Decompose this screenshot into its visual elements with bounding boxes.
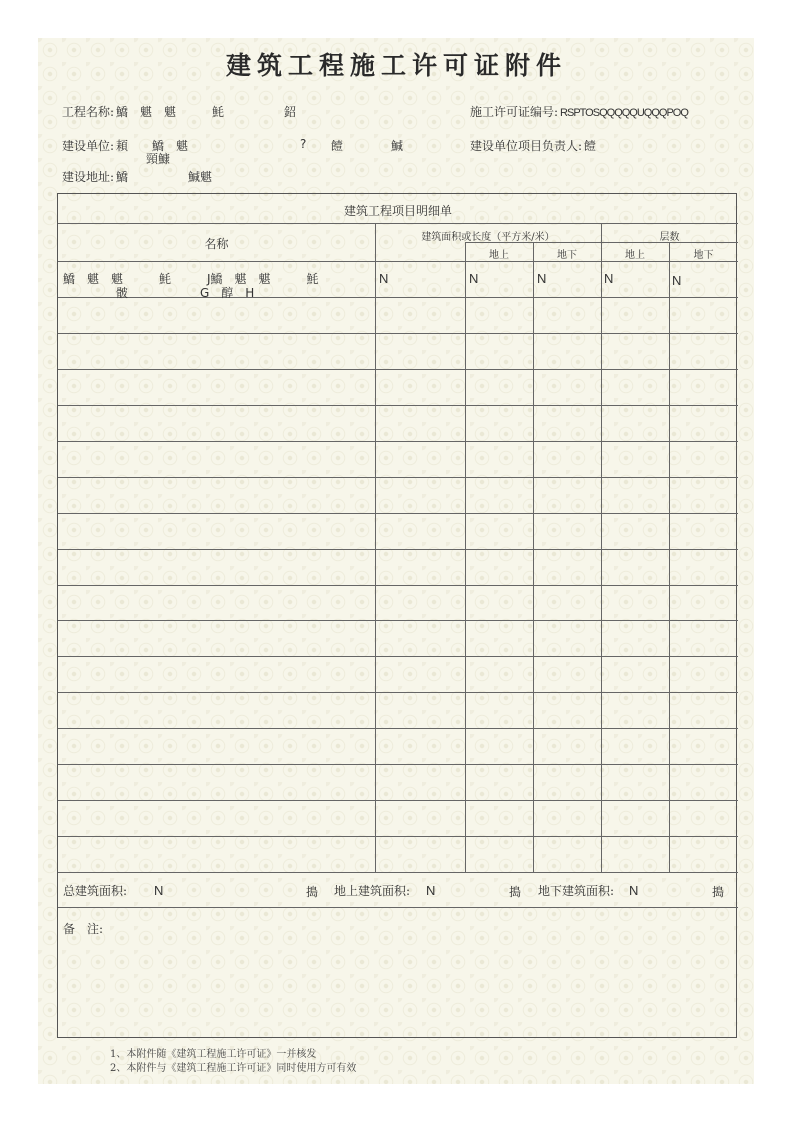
column-header-name: 名称 xyxy=(204,237,229,251)
permit-number-value: RSPTOSQQQQQUQQQPOQ xyxy=(560,107,688,119)
table-row-rule xyxy=(58,836,738,837)
table-row-rule xyxy=(58,728,738,729)
manager-label: 建设单位项目负责人: xyxy=(470,139,583,153)
footnote-2: 2、本附件与《建筑工程施工许可证》同时使用方可有效 xyxy=(110,1063,357,1074)
table-row-rule xyxy=(58,620,738,621)
permit-number-label: 施工许可证编号: xyxy=(470,105,559,119)
row1-floors-below: N xyxy=(672,273,682,288)
table-row-rule xyxy=(58,764,738,765)
table-row-rule xyxy=(58,692,738,693)
builder-value: 頛 鱎 魌 xyxy=(116,139,189,153)
table-row-rule xyxy=(58,441,738,442)
manager-value: 饐 xyxy=(584,139,597,153)
table-row-rule xyxy=(58,333,738,334)
table-row-rule xyxy=(58,405,738,406)
above-area-unit: 搗 xyxy=(509,885,522,899)
subheader-area-below: 地下 xyxy=(557,250,577,261)
table-row-rule xyxy=(58,369,738,370)
row1-name-line2: 骳 G 醇 H xyxy=(116,286,255,300)
above-area-value: N xyxy=(426,883,436,898)
builder-extra-3: 鰔 xyxy=(391,139,404,153)
column-header-area: 建筑面积或长度（平方米/米） xyxy=(421,232,555,243)
above-area-label: 地上建筑面积: xyxy=(334,884,411,898)
table-row-rule xyxy=(58,477,738,478)
total-area-value: N xyxy=(154,883,164,898)
builder-extra-1: ? xyxy=(300,137,307,151)
project-name-label: 工程名称: xyxy=(62,105,115,119)
subheader-area-above: 地上 xyxy=(489,250,509,261)
footnote-1: 1、本附件随《建筑工程施工许可证》一并核发 xyxy=(110,1049,317,1060)
subheader-floors-above: 地上 xyxy=(625,250,645,261)
table-rule xyxy=(58,907,738,908)
column-header-floors: 层数 xyxy=(659,232,680,243)
row1-area-above: N xyxy=(469,271,479,286)
total-area-label: 总建筑面积: xyxy=(63,884,128,898)
table-rule xyxy=(533,242,534,872)
page-title: 建筑工程施工许可证附件 xyxy=(225,51,567,80)
total-area-unit: 搗 xyxy=(306,885,319,899)
row1-total-area: N xyxy=(379,271,389,286)
builder-extra-2: 饐 xyxy=(331,139,344,153)
address-label: 建设地址: xyxy=(62,170,115,184)
project-name-row xyxy=(62,103,296,120)
below-area-unit: 搗 xyxy=(712,885,725,899)
table-row-rule xyxy=(58,585,738,586)
below-area-value: N xyxy=(629,883,639,898)
builder-label: 建设单位: xyxy=(62,139,115,153)
table-row-rule xyxy=(58,513,738,514)
subheader-floors-below: 地下 xyxy=(693,250,714,261)
table-rule xyxy=(465,242,466,872)
project-name-value: 鱎 魌 魌 魹 鉊 xyxy=(116,105,297,119)
address-value: 鱎 鰔魌 xyxy=(116,170,213,184)
table-rule xyxy=(58,872,738,873)
row1-name-line1: 鱎 魌 魌 魹 J鱎 魌 魌 魹 xyxy=(63,272,319,286)
table-row-rule xyxy=(58,656,738,657)
table-rule xyxy=(375,223,376,872)
remarks-label: 备 注: xyxy=(63,922,104,936)
below-area-label: 地下建筑面积: xyxy=(538,884,615,898)
permit-number-row xyxy=(470,103,688,120)
builder-value-line2: 頸鱇 xyxy=(146,152,171,166)
table-rule xyxy=(58,223,738,224)
table-rule xyxy=(669,242,670,872)
project-detail-table xyxy=(57,193,737,1038)
table-caption: 建筑工程项目明细单 xyxy=(343,204,452,218)
table-rule xyxy=(601,223,602,872)
manager-row xyxy=(470,137,596,154)
table-row-rule xyxy=(58,800,738,801)
table-rule xyxy=(58,261,738,262)
row1-floors-above: N xyxy=(604,271,614,286)
table-row-rule xyxy=(58,549,738,550)
address-row xyxy=(62,168,212,185)
row1-area-below: N xyxy=(537,271,547,286)
